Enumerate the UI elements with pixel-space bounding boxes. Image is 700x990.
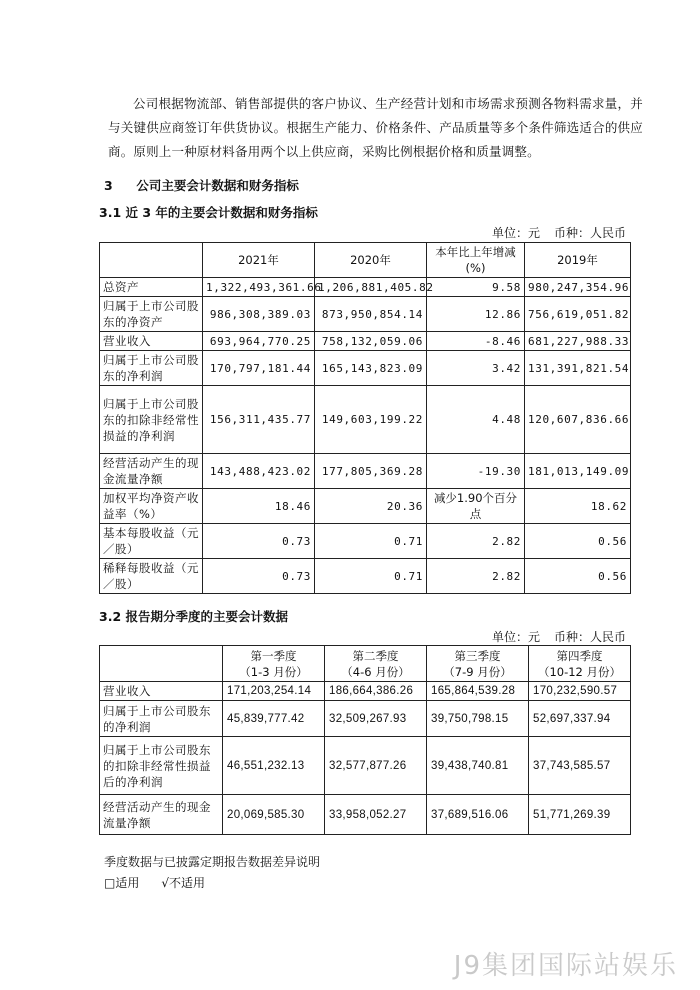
cell-value: 46,551,232.13 [223,737,325,795]
cell-value: 186,664,386.26 [325,682,427,701]
row-label: 加权平均净资产收益率（%） [100,489,203,524]
supplier-paragraph: 公司根据物流部、销售部提供的客户协议、生产经营计划和市场需求预测各物料需求量，并与关键供应商签订年供货协议。根据生产能力、价格条件、产品质量等多个条件筛选适合的供应商。原则上一种原材料备用两个以上供应商，采购比例根据价格和质量调整。 [108,96,643,159]
cell-value: 45,839,777.42 [223,701,325,737]
cell-value: 0.56 [525,559,631,594]
cell-value: 681,227,988.33 [525,332,631,351]
quarterly-difference-note: 季度数据与已披露定期报告数据差异说明 [104,855,321,869]
table2-currency: 币种：人民币 [553,630,626,644]
table1-currency: 币种：人民币 [553,226,626,240]
table2-header-q4 [529,646,631,682]
cell-value: 873,950,854.14 [315,297,427,332]
cell-value: 120,607,836.66 [525,386,631,454]
row-label: 稀释每股收益（元／股） [100,559,203,594]
cell-value: 32,577,877.26 [325,737,427,795]
table-row [100,278,631,297]
cell-value: 2.82 [427,524,525,559]
cell-value: 693,964,770.25 [203,332,315,351]
option-applicable: □适用 [104,876,140,890]
table2-header-q1 [223,646,325,682]
cell-value: 12.86 [427,297,525,332]
table-row [100,795,631,835]
cell-value: 171,203,254.14 [223,682,325,701]
cell-value: 149,603,199.22 [315,386,427,454]
cell-value: 3.42 [427,351,525,386]
watermark-text: J9集团国际站娱乐 [453,951,678,981]
row-label: 经营活动产生的现金流量净额 [100,795,223,835]
table-row [100,737,631,795]
cell-value: 758,132,059.06 [315,332,427,351]
cell-value: 986,308,389.03 [203,297,315,332]
table-row [100,524,631,559]
row-label: 归属于上市公司股东的净利润 [100,351,203,386]
row-label: 营业收入 [100,332,203,351]
cell-value: 0.73 [203,524,315,559]
cell-value: 减少1.90个百分点 [427,489,525,524]
table-row [100,682,631,701]
table-row [100,297,631,332]
quarter-name: 第三季度 [454,648,501,663]
cell-value: 143,488,423.02 [203,454,315,489]
cell-value: 131,391,821.54 [525,351,631,386]
row-label: 归属于上市公司股东的扣除非经常性损益后的净利润 [100,737,223,795]
table2-unit-line [492,628,626,645]
table-row [100,559,631,594]
option-not-applicable: √不适用 [161,876,205,890]
table-row [100,701,631,737]
table2-header-blank [100,646,223,682]
subsection-3-2-title: 3.2 报告期分季度的主要会计数据 [99,609,288,624]
table2-header-q2 [325,646,427,682]
table2-header-q3 [427,646,529,682]
cell-value: 756,619,051.82 [525,297,631,332]
quarter-months: （4-6 月份） [341,664,410,679]
table1-header-2020: 2020年 [315,243,427,278]
cell-value: 980,247,354.96 [525,278,631,297]
cell-value: 181,013,149.09 [525,454,631,489]
cell-value: 39,750,798.15 [427,701,529,737]
table1-header-2019: 2019年 [525,243,631,278]
section-heading [104,176,299,194]
quarter-name: 第一季度 [250,648,297,663]
subsection-3-1-title: 3.1 近 3 年的主要会计数据和财务指标 [99,205,318,220]
quarter-months: （10-12 月份） [537,664,622,679]
quarter-name: 第二季度 [352,648,399,663]
row-label: 归属于上市公司股东的净利润 [100,701,223,737]
cell-value: 170,797,181.44 [203,351,315,386]
row-label: 经营活动产生的现金流量净额 [100,454,203,489]
row-label: 归属于上市公司股东的扣除非经常性损益的净利润 [100,386,203,454]
cell-value: 0.73 [203,559,315,594]
cell-value: 4.48 [427,386,525,454]
row-label: 总资产 [100,278,203,297]
quarterly-financials-table [99,645,631,835]
cell-value: 1,322,493,361.66 [203,278,315,297]
row-label: 基本每股收益（元／股） [100,524,203,559]
cell-value: -19.30 [427,454,525,489]
cell-value: 52,697,337.94 [529,701,631,737]
cell-value: 20,069,585.30 [223,795,325,835]
section-title: 公司主要会计数据和财务指标 [136,178,299,193]
cell-value: 18.62 [525,489,631,524]
cell-value: 170,232,590.57 [529,682,631,701]
cell-value: 165,143,823.09 [315,351,427,386]
cell-value: 51,771,269.39 [529,795,631,835]
cell-value: 165,864,539.28 [427,682,529,701]
cell-value: -8.46 [427,332,525,351]
table1-unit-line [492,224,626,241]
table-row [100,489,631,524]
table2-unit: 单位：元 [491,630,540,644]
table-row [100,351,631,386]
applicability-options [104,874,205,891]
table-row [100,332,631,351]
cell-value: 39,438,740.81 [427,737,529,795]
cell-value: 18.46 [203,489,315,524]
cell-value: 37,743,585.57 [529,737,631,795]
cell-value: 0.71 [315,524,427,559]
quarter-months: （7-9 月份） [443,664,512,679]
cell-value: 32,509,267.93 [325,701,427,737]
section-number: 3 [104,178,113,193]
row-label: 营业收入 [100,682,223,701]
cell-value: 33,958,052.27 [325,795,427,835]
cell-value: 156,311,435.77 [203,386,315,454]
quarter-months: （1-3 月份） [239,664,308,679]
table1-header-blank [100,243,203,278]
table-row [100,454,631,489]
cell-value: 0.71 [315,559,427,594]
quarter-name: 第四季度 [556,648,603,663]
table1-header-2021: 2021年 [203,243,315,278]
cell-value: 37,689,516.06 [427,795,529,835]
table1-unit: 单位：元 [491,226,540,240]
cell-value: 1,206,881,405.82 [315,278,427,297]
cell-value: 0.56 [525,524,631,559]
table-row [100,386,631,454]
table1-header-change: 本年比上年增减(%) [427,243,525,278]
row-label: 归属于上市公司股东的净资产 [100,297,203,332]
three-year-financials-table [99,242,631,594]
cell-value: 2.82 [427,559,525,594]
cell-value: 20.36 [315,489,427,524]
cell-value: 177,805,369.28 [315,454,427,489]
cell-value: 9.58 [427,278,525,297]
